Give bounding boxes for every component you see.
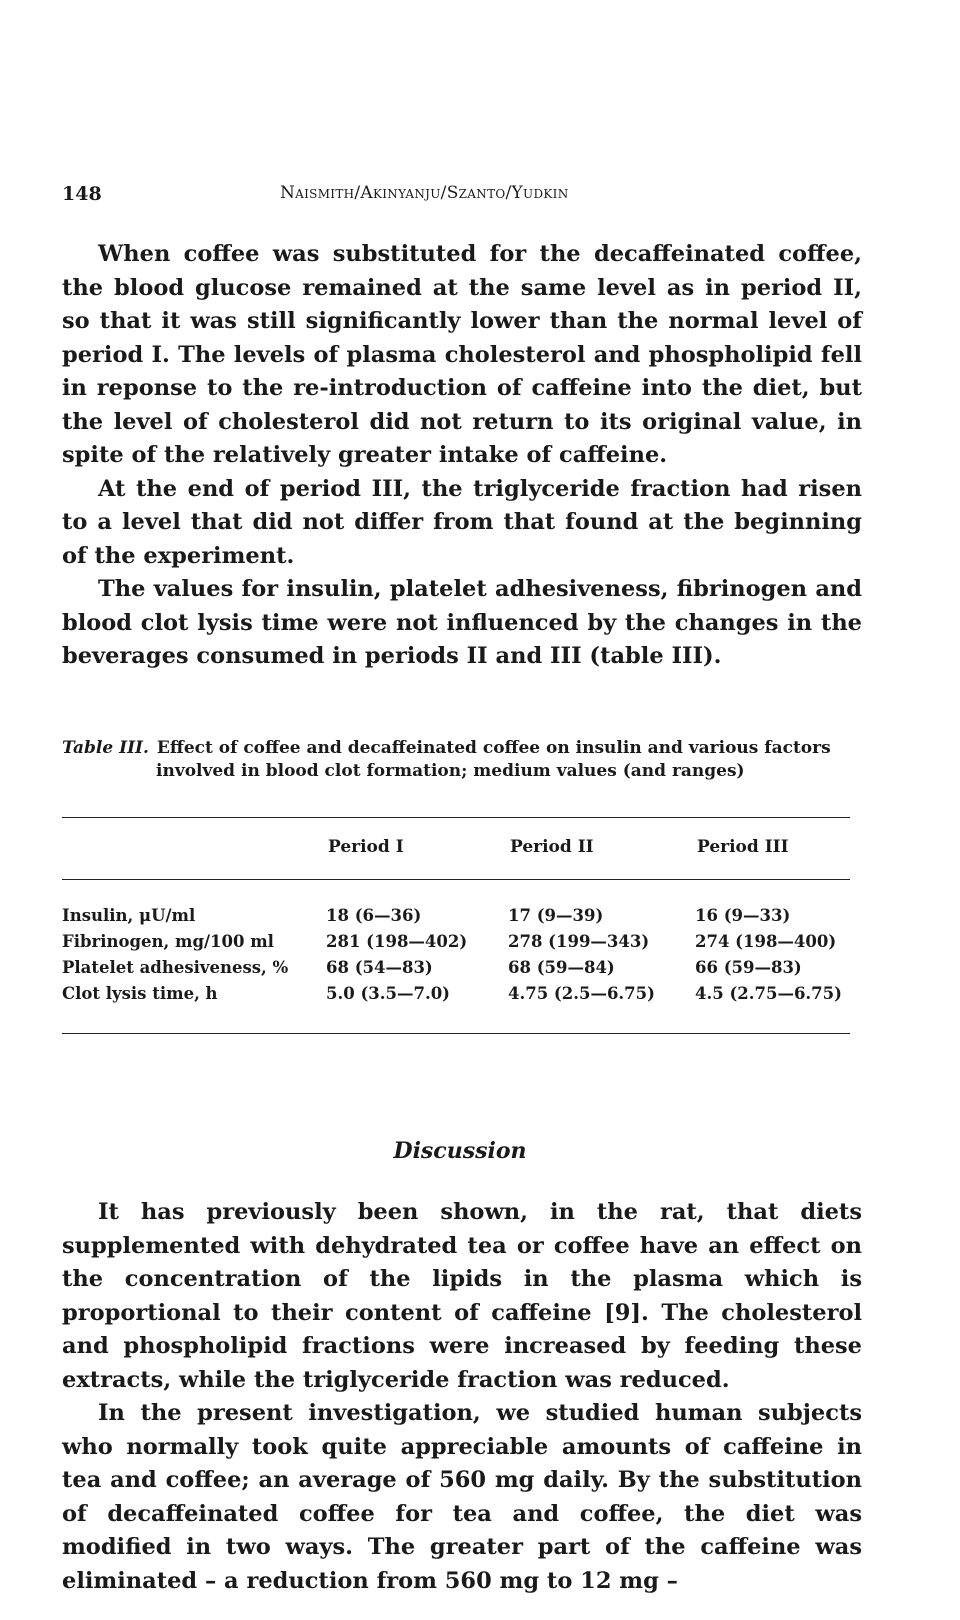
table-caption-line1: Effect of coffee and decaffeinated coffee on insulin and various factors <box>156 738 831 758</box>
row-label: Clot lysis time, h <box>62 984 218 1003</box>
table-cell: 18 (6—36) <box>326 906 422 925</box>
table-row <box>62 906 862 932</box>
page-number: 148 <box>62 183 102 205</box>
row-label: Insulin, μU/ml <box>62 906 196 925</box>
table-row <box>62 958 862 984</box>
table-header-rule <box>62 879 850 880</box>
table-row <box>62 984 862 1010</box>
section-heading-discussion: Discussion <box>393 1138 527 1164</box>
results-text <box>62 238 862 674</box>
table-cell: 278 (199—343) <box>508 932 650 951</box>
table-cell: 5.0 (3.5—7.0) <box>326 984 450 1003</box>
table-row <box>62 932 862 958</box>
table-caption <box>62 737 862 783</box>
table-cell: 68 (54—83) <box>326 958 433 977</box>
paragraph: It has previously been shown, in the rat, that diets supplemented with dehydrated tea or coffee have an effect on the concentration of the lipids in the plasma which is proportional to their content of caffeine [9]. The cholesterol and phospholipid fractions were increased by feeding these extracts, while the triglyceride fraction was reduced. <box>62 1199 862 1393</box>
table-cell: 274 (198—400) <box>695 932 837 951</box>
table-cell: 68 (59—84) <box>508 958 615 977</box>
paragraph: In the present investigation, we studied human subjects who normally took quite appreciable amounts of caffeine in tea and coffee; an average of 560 mg daily. By the substitution of decaffeinated coffee for tea and coffee, the diet was modified in two ways. The greater part of the caffeine was eliminated – a reduction from 560 mg to 12 mg – <box>62 1400 862 1594</box>
table-cell: 4.75 (2.5—6.75) <box>508 984 655 1003</box>
row-label: Platelet adhesiveness, % <box>62 958 289 977</box>
table-cell: 16 (9—33) <box>695 906 791 925</box>
table-cell: 281 (198—402) <box>326 932 468 951</box>
table-cell: 4.5 (2.75—6.75) <box>695 984 842 1003</box>
row-label: Fibrinogen, mg/100 ml <box>62 932 274 951</box>
table-cell: 17 (9—39) <box>508 906 604 925</box>
table-cell: 66 (59—83) <box>695 958 802 977</box>
paragraph: At the end of period III, the triglyceride fraction had risen to a level that did not differ from that found at the beginning of the experiment. <box>62 475 862 569</box>
discussion-text <box>62 1196 862 1598</box>
paragraph: When coffee was substituted for the decaffeinated coffee, the blood glucose remained at the same level as in period II, so that it was still significantly lower than the normal level of period I. The levels of plasma cholesterol and phospholipid fell in reponse to the re-introduction of caffeine into the diet, but the level of cholesterol did not return to its original value, in spite of the relatively greater intake of caffeine. <box>62 241 862 468</box>
table-caption-line2: involved in blood clot formation; medium values (and ranges) <box>156 761 745 781</box>
column-header-period-3: Period III <box>697 837 789 857</box>
column-header-period-1: Period I <box>328 837 404 857</box>
paragraph: The values for insulin, platelet adhesiveness, fibrinogen and blood clot lysis time were not influenced by the changes in the beverages consumed in periods II and III (table III). <box>62 576 862 669</box>
table-caption-label: Table III. <box>62 738 149 758</box>
running-head: Naismith/Akinyanju/Szanto/Yudkin <box>280 183 569 203</box>
table-top-rule <box>62 817 850 818</box>
column-header-period-2: Period II <box>510 837 594 857</box>
table-bottom-rule <box>62 1033 850 1034</box>
